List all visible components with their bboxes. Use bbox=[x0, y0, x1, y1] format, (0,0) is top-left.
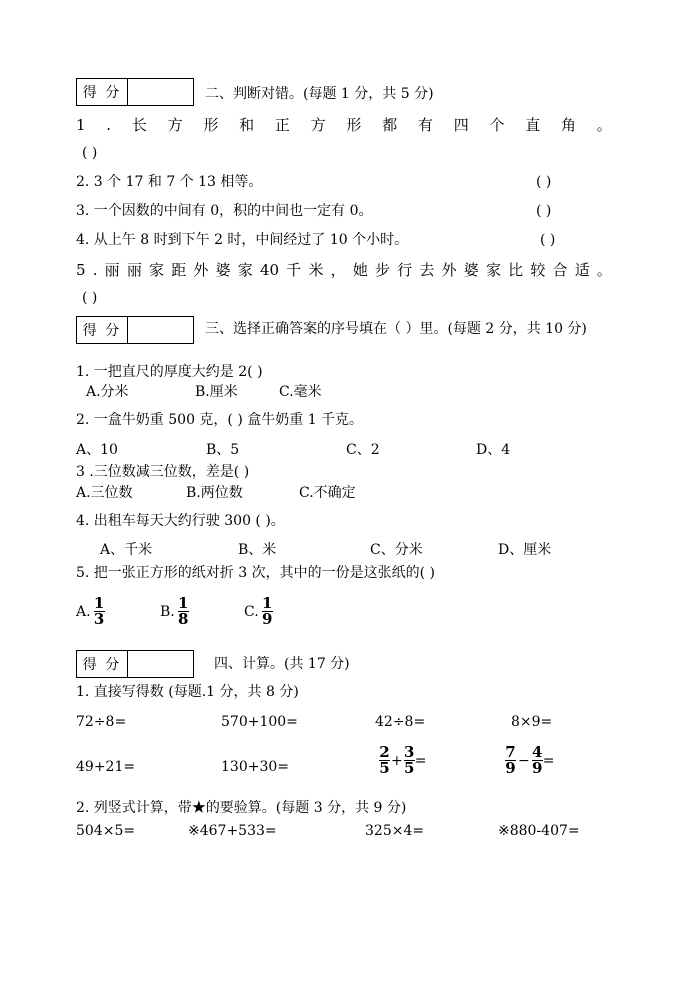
question-glyph: 较 bbox=[530, 261, 546, 279]
option[interactable]: A.分米 bbox=[86, 384, 129, 400]
score-box-section-2 bbox=[76, 78, 194, 106]
option[interactable]: C、2 bbox=[346, 442, 380, 458]
answer-paren[interactable]: ( ) bbox=[536, 203, 552, 219]
denominator: 9 bbox=[505, 759, 516, 777]
question-glyph: 个 bbox=[489, 116, 505, 134]
question-glyph: 外 bbox=[441, 261, 457, 279]
numerator: 1 bbox=[178, 594, 189, 612]
numerator: 1 bbox=[93, 594, 105, 612]
option[interactable]: A.三位数 bbox=[76, 485, 133, 501]
question-glyph: 和 bbox=[239, 116, 255, 134]
question-glyph: 比 bbox=[508, 261, 524, 279]
denominator: 8 bbox=[178, 610, 189, 628]
option-a-fraction[interactable] bbox=[76, 596, 105, 627]
question-glyph: 婆 bbox=[463, 261, 479, 279]
sec2-question-3: 3. 一个因数的中间有 0，积的中间也一定有 0。 bbox=[76, 203, 373, 219]
question-glyph: 适 bbox=[574, 261, 590, 279]
question-glyph: 她 bbox=[352, 261, 368, 279]
question-glyph: 正 bbox=[274, 116, 290, 134]
fraction bbox=[532, 745, 543, 776]
score-box-section-3 bbox=[76, 316, 194, 344]
fraction bbox=[404, 745, 415, 776]
sec3-question-5: 5. 把一张正方形的纸对折 3 次，其中的一份是这张纸的( ) bbox=[76, 565, 435, 581]
option[interactable]: A、千米 bbox=[100, 542, 153, 558]
calc-item: 570+100= bbox=[221, 714, 298, 730]
question-glyph: 千 bbox=[286, 261, 302, 279]
fraction bbox=[262, 596, 273, 627]
question-glyph: ， bbox=[330, 261, 346, 279]
operator: − bbox=[518, 752, 530, 769]
question-glyph: 形 bbox=[346, 116, 362, 134]
fraction-expression-1 bbox=[379, 745, 426, 776]
calc-item: 42÷8= bbox=[375, 714, 426, 730]
sec2-question-5 bbox=[76, 261, 612, 279]
numerator: 2 bbox=[379, 743, 390, 761]
question-glyph: 行 bbox=[397, 261, 413, 279]
denominator: 3 bbox=[93, 610, 105, 628]
denominator: 5 bbox=[379, 759, 390, 777]
equals-sign: = bbox=[542, 752, 555, 769]
option[interactable]: C.毫米 bbox=[279, 384, 322, 400]
calc-item: 49+21= bbox=[76, 759, 136, 775]
question-glyph: 四 bbox=[453, 116, 469, 134]
question-glyph: 方 bbox=[310, 116, 326, 134]
question-glyph: 外 bbox=[193, 261, 209, 279]
sec3-question-4: 4. 出租车每天大约行驶 300 ( )。 bbox=[76, 513, 285, 529]
question-glyph: 合 bbox=[552, 261, 568, 279]
question-glyph: 米 bbox=[308, 261, 324, 279]
question-glyph: 丽 bbox=[126, 261, 142, 279]
section-3-title: 三、选择正确答案的序号填在（ ）里。(每题 2 分，共 10 分) bbox=[205, 321, 587, 337]
score-label: 得 分 bbox=[77, 317, 128, 343]
section-4-title: 四、计算。(共 17 分) bbox=[214, 656, 350, 672]
question-glyph: 步 bbox=[375, 261, 391, 279]
option[interactable]: B、米 bbox=[238, 542, 277, 558]
question-glyph: 都 bbox=[382, 116, 398, 134]
option[interactable]: B、5 bbox=[206, 442, 240, 458]
numerator: 3 bbox=[404, 743, 415, 761]
question-glyph: 角 bbox=[561, 116, 577, 134]
question-glyph: 距 bbox=[171, 261, 187, 279]
calc-item: 504×5= bbox=[76, 823, 136, 839]
sec4-subsection-1: 1. 直接写得数 (每题.1 分，共 8 分) bbox=[76, 684, 299, 700]
sec3-question-1: 1. 一把直尺的厚度大约是 2( ) bbox=[76, 364, 263, 380]
question-glyph: 5 bbox=[76, 261, 86, 279]
calc-item: 325×4= bbox=[365, 823, 425, 839]
score-blank[interactable] bbox=[128, 79, 193, 105]
option-label: A. bbox=[76, 603, 91, 620]
option[interactable]: B.厘米 bbox=[195, 384, 238, 400]
option[interactable]: C.不确定 bbox=[299, 485, 356, 501]
score-blank[interactable] bbox=[128, 651, 193, 677]
score-blank[interactable] bbox=[128, 317, 193, 343]
fraction bbox=[505, 745, 516, 776]
sec2-question-2: 2. 3 个 17 和 7 个 13 相等。 bbox=[76, 174, 263, 190]
sec2-question-4: 4. 从上午 8 时到下午 2 时，中间经过了 10 个小时。 bbox=[76, 232, 409, 248]
question-glyph: 家 bbox=[149, 261, 165, 279]
sec2-question-1 bbox=[76, 116, 612, 134]
question-glyph: 有 bbox=[417, 116, 433, 134]
answer-paren[interactable]: ( ) bbox=[82, 145, 98, 161]
answer-paren[interactable]: ( ) bbox=[540, 232, 556, 248]
subsection-text: 的要验算。(每题 3 分，共 9 分) bbox=[205, 800, 407, 816]
fraction-expression-2 bbox=[505, 745, 554, 776]
question-glyph: 婆 bbox=[215, 261, 231, 279]
equals-sign: = bbox=[414, 752, 427, 769]
question-glyph: 直 bbox=[525, 116, 541, 134]
fraction bbox=[94, 596, 105, 627]
denominator: 9 bbox=[261, 610, 273, 628]
sec3-question-3: 3 .三位数减三位数，差是( ) bbox=[76, 464, 250, 480]
calc-item: ※467+533= bbox=[188, 823, 277, 839]
fraction bbox=[178, 596, 189, 627]
section-2-title: 二、判断对错。(每题 1 分，共 5 分) bbox=[205, 86, 434, 102]
denominator: 9 bbox=[532, 759, 543, 777]
question-glyph: . bbox=[106, 116, 112, 134]
question-glyph: 家 bbox=[485, 261, 501, 279]
sec4-subsection-2 bbox=[76, 799, 406, 817]
numerator: 4 bbox=[532, 743, 543, 761]
calc-item: 72÷8= bbox=[76, 714, 127, 730]
question-glyph: 方 bbox=[167, 116, 183, 134]
option-c-fraction[interactable] bbox=[244, 596, 273, 627]
question-glyph: 形 bbox=[203, 116, 219, 134]
score-label: 得 分 bbox=[77, 79, 128, 105]
option[interactable]: B.两位数 bbox=[186, 485, 243, 501]
numerator: 1 bbox=[261, 594, 273, 612]
option-label: B. bbox=[160, 603, 175, 620]
calc-item: 130+30= bbox=[221, 759, 289, 775]
option-label: C. bbox=[244, 603, 259, 620]
subsection-text: 2. 列竖式计算，带 bbox=[76, 800, 192, 816]
question-glyph: 40 bbox=[259, 261, 280, 279]
option[interactable]: A、10 bbox=[76, 442, 118, 458]
sec3-question-2: 2. 一盒牛奶重 500 克，( ) 盒牛奶重 1 千克。 bbox=[76, 412, 364, 428]
option[interactable]: D、厘米 bbox=[498, 542, 552, 558]
question-glyph: 1 bbox=[76, 116, 86, 134]
question-glyph: 。 bbox=[596, 261, 612, 279]
option[interactable]: C、分米 bbox=[370, 542, 423, 558]
answer-paren[interactable]: ( ) bbox=[82, 290, 98, 306]
denominator: 5 bbox=[404, 759, 415, 777]
calc-item: ※880-407= bbox=[498, 823, 580, 839]
question-glyph: . bbox=[92, 261, 98, 279]
operator: + bbox=[391, 752, 403, 769]
option-b-fraction[interactable] bbox=[160, 596, 189, 627]
fraction bbox=[379, 745, 390, 776]
question-glyph: 去 bbox=[419, 261, 435, 279]
calc-item: 8×9= bbox=[511, 714, 553, 730]
option[interactable]: D、4 bbox=[476, 442, 511, 458]
answer-paren[interactable]: ( ) bbox=[536, 174, 552, 190]
score-label: 得 分 bbox=[77, 651, 128, 677]
question-glyph: 丽 bbox=[104, 261, 120, 279]
question-glyph: 长 bbox=[131, 116, 147, 134]
numerator: 7 bbox=[505, 743, 516, 761]
star-icon: ★ bbox=[191, 800, 206, 816]
question-glyph: 。 bbox=[596, 116, 612, 134]
question-glyph: 家 bbox=[237, 261, 253, 279]
score-box-section-4 bbox=[76, 650, 194, 678]
